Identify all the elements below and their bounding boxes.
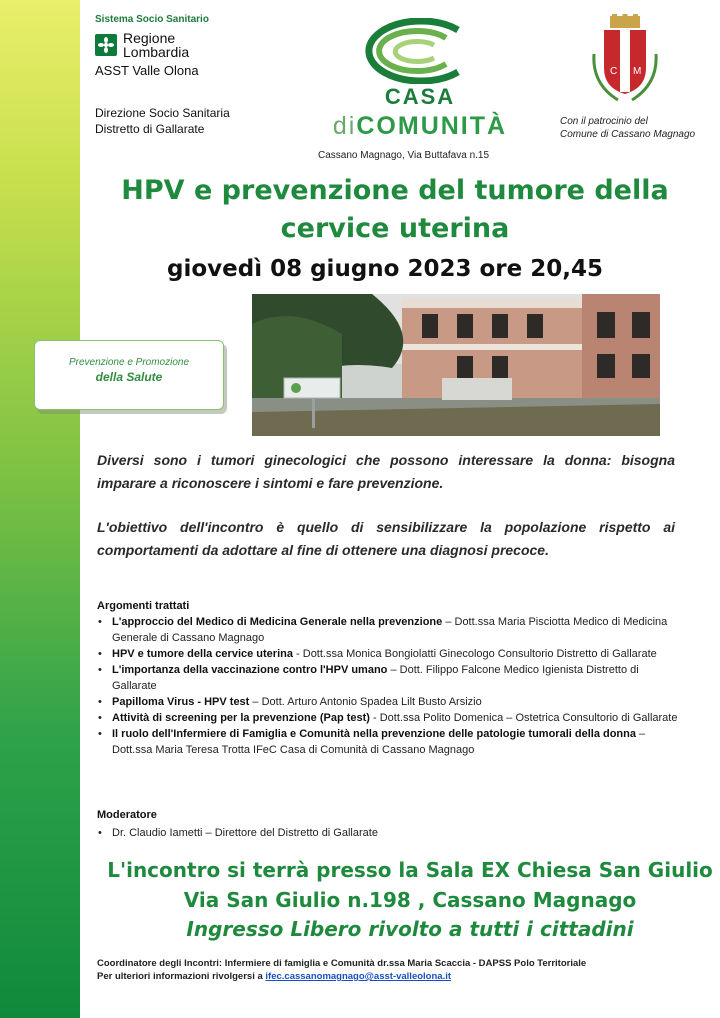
- topics-heading: Argomenti trattati: [97, 600, 190, 612]
- topic-speaker: – Dott. Arturo Antonio Spadea Lilt Busto Arsizio: [249, 696, 482, 708]
- footer-contact: [97, 970, 586, 983]
- municipal-crest-icon: [588, 14, 662, 106]
- region-name-line2: Lombardia: [123, 44, 190, 60]
- casa-sub-comunita: COMUNITÀ: [356, 112, 508, 140]
- venue-line3: Ingresso Libero rivolto a tutti i cittadini: [186, 917, 634, 941]
- moderator-heading: Moderatore: [97, 809, 157, 821]
- intro-paragraph-1: Diversi sono i tumori ginecologici che possono interessare la donna: bisogna imparare a riconoscere i sintomi e fare prevenzione.: [97, 452, 675, 491]
- casa-subtitle: [300, 112, 540, 141]
- moderator-name: • Dr. Claudio Iametti – Direttore del Distretto di Gallarate: [97, 825, 378, 841]
- topic-title: HPV e tumore della cervice uterina: [112, 648, 293, 660]
- list-item: [97, 710, 679, 726]
- direzione-block: [95, 105, 230, 137]
- list-item: [97, 646, 679, 662]
- regione-lombardia-row: [95, 31, 285, 59]
- footer-coordinator: Coordinatore degli Incontri: Infermiere di famiglia e Comunità dr.ssa Maria Scaccia - DAPSS Polo Territoriale: [97, 958, 587, 969]
- footer-contact-prefix: Per ulteriori informazioni rivolgersi a: [97, 971, 266, 982]
- topic-title: Attività di screening per la prevenzione (Pap test): [112, 712, 370, 724]
- list-item: [97, 662, 679, 694]
- event-title-line2: cervice uterina: [280, 213, 510, 244]
- crest-letter-c: C: [610, 66, 618, 77]
- venue-line1: L'incontro si terrà presso la Sala EX Chiesa San Giulio: [107, 858, 713, 882]
- topic-title: L'importanza della vaccinazione contro l'HPV umano: [112, 664, 388, 676]
- list-item: [97, 614, 679, 646]
- topic-speaker: - Dott.ssa Monica Bongiolatti Ginecologo Consultorio Distretto di Gallarate: [292, 648, 657, 660]
- list-item: [97, 726, 679, 758]
- topic-speaker: – Dott. Filippo Falcone Medico Igienista Distretto di Gallarate: [112, 664, 639, 692]
- topic-title: Il ruolo dell'Infermiere di Famiglia e Comunità nella prevenzione delle patologie tumorali della donna: [112, 728, 636, 740]
- contact-email-link[interactable]: ifec.cassanomagnago@asst-valleolona.it: [265, 971, 452, 982]
- topic-title: L'approccio del Medico di Medicina Generale nella prevenzione: [112, 616, 443, 628]
- regione-lombardia-logo-icon: [95, 34, 117, 56]
- topic-speaker: – Dott.ssa Maria Pisciotta Medico di Medicina Generale di Cassano Magnago: [112, 616, 668, 644]
- patrocinio-note: [560, 115, 720, 141]
- header-left-block: [95, 14, 285, 78]
- patrocinio-line2: Comune di Cassano Magnago: [560, 129, 696, 140]
- building-photo: [252, 294, 660, 436]
- address: Cassano Magnago, Via Buttafava n.15: [318, 150, 490, 161]
- casa-sub-di: di: [332, 112, 357, 140]
- casa-word: CASA: [384, 84, 456, 109]
- topics-list: [97, 614, 679, 758]
- venue-line2: Via San Giulio n.198 , Cassano Magnago: [183, 888, 637, 912]
- casa-di-comunita-logo: [300, 12, 540, 142]
- casa-c-logo-icon: [350, 18, 490, 84]
- event-title-line1: HPV e prevenzione del tumore della: [121, 175, 669, 206]
- topic-speaker: – Dott.ssa Maria Teresa Trotta IFeC Casa di Comunità di Cassano Magnago: [112, 728, 646, 756]
- topic-speaker: - Dott.ssa Polito Domenica – Ostetrica Consultorio di Gallarate: [369, 712, 678, 724]
- asst-name: ASST Valle Olona: [95, 63, 199, 78]
- topic-title: Papilloma Virus - HPV test: [112, 696, 250, 708]
- badge-line2: della Salute: [95, 370, 163, 384]
- direzione-line1: Direzione Socio Sanitaria: [95, 106, 230, 120]
- system-label: Sistema Socio Sanitario: [95, 14, 209, 25]
- event-title: [100, 172, 690, 248]
- prevenzione-badge: [34, 340, 224, 410]
- patrocinio-line1: Con il patrocinio del: [560, 116, 648, 127]
- direzione-line2: Distretto di Gallarate: [95, 122, 205, 136]
- moderator-list: [97, 825, 378, 841]
- crest-letter-m: M: [633, 66, 642, 77]
- region-name-line1: Regione: [123, 30, 176, 46]
- badge-line1: Prevenzione e Promozione: [68, 357, 190, 368]
- footer: [97, 957, 586, 983]
- intro-paragraph-2: L'obiettivo dell'incontro è quello di sensibilizzare la popolazione rispetto ai comportamenti da adottare al fine di ottenere una diagnosi precoce.: [97, 519, 675, 558]
- event-date: giovedì 08 giugno 2023 ore 20,45: [166, 256, 603, 282]
- decorative-gradient-sidebar: [0, 0, 80, 1018]
- list-item: [97, 694, 679, 710]
